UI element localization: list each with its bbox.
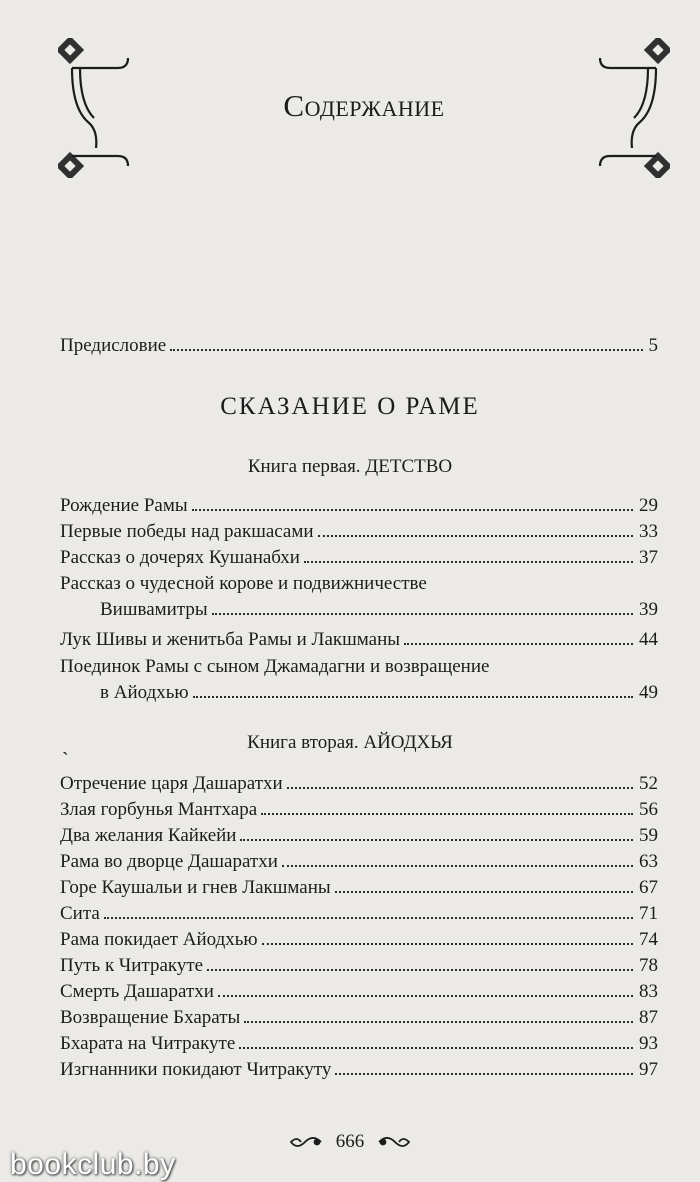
- page-number: 666: [335, 1130, 365, 1152]
- toc-entry-page: 49: [639, 682, 658, 703]
- toc-entry-page: 78: [639, 955, 658, 976]
- leader-dots: [335, 891, 633, 893]
- leader-dots: [287, 787, 633, 789]
- toc-entry-page: 83: [639, 981, 658, 1002]
- toc-entry[interactable]: [60, 928, 658, 952]
- toc-entry[interactable]: [60, 1006, 658, 1030]
- part-title: СКАЗАНИЕ О РАМЕ: [220, 393, 480, 420]
- leader-dots: [240, 839, 633, 841]
- toc-entry-label: Смерть Дашаратхи: [60, 981, 214, 1002]
- toc-entry-label-continued: в Айодхью: [100, 682, 189, 703]
- footer-ornament-right-icon: [377, 1132, 413, 1152]
- toc-entry-page: 5: [648, 335, 658, 356]
- leader-dots: [192, 509, 633, 511]
- toc-entry-preface[interactable]: [60, 334, 658, 358]
- toc-entry-label: Первые победы над ракшасами: [60, 521, 314, 542]
- header-frame: [58, 38, 670, 178]
- toc-entry-label: Возвращение Бхараты: [60, 1007, 241, 1028]
- toc-entry-label: Рама во дворце Дашаратхи: [60, 851, 278, 872]
- toc-entry-label: Горе Каушальи и гнев Лакшманы: [60, 877, 331, 898]
- toc-entry[interactable]: [60, 772, 658, 796]
- toc-entry-page: 52: [639, 773, 658, 794]
- toc-entry[interactable]: [60, 954, 658, 978]
- leader-dots: [335, 1073, 633, 1075]
- footer-ornament-left-icon: [287, 1132, 323, 1152]
- toc-entry-label: Рама покидает Айодхью: [60, 929, 258, 950]
- toc-entry-page: 74: [639, 929, 658, 950]
- toc-entry-page: 67: [639, 877, 658, 898]
- toc-entry-page: 59: [639, 825, 658, 846]
- toc-entry-label: Лук Шивы и женитьба Рамы и Лакшманы: [60, 629, 400, 650]
- leader-dots: [262, 943, 633, 945]
- toc-entry[interactable]: [60, 494, 658, 518]
- toc-entry[interactable]: [60, 798, 658, 822]
- toc-entry-page: 71: [639, 903, 658, 924]
- toc-entry-label-continued: Вишвамитры: [100, 599, 208, 620]
- book-title-2: Книга вторая. АЙОДХЬЯ: [247, 732, 453, 753]
- leader-dots: [212, 613, 633, 615]
- toc-entry[interactable]: [60, 850, 658, 874]
- toc-entry-page: 37: [639, 547, 658, 568]
- corner-ornament-right-icon: [582, 38, 670, 178]
- toc-entry-page: 56: [639, 799, 658, 820]
- leader-dots: [170, 349, 642, 351]
- toc-entry[interactable]: [60, 824, 658, 848]
- toc-entry-label: Сита: [60, 903, 100, 924]
- toc-entry-page: 93: [639, 1033, 658, 1054]
- leader-dots: [282, 865, 633, 867]
- toc-entry[interactable]: [60, 546, 658, 570]
- leader-dots: [318, 535, 633, 537]
- leader-dots: [261, 813, 633, 815]
- watermark: bookclub.by: [10, 1148, 176, 1181]
- toc-entry-label: Отречение царя Дашаратхи: [60, 773, 283, 794]
- toc-entry[interactable]: [60, 876, 658, 900]
- leader-dots: [193, 696, 633, 698]
- leader-dots: [218, 995, 633, 997]
- stray-mark: ˴: [62, 740, 69, 762]
- toc-entry-page: 63: [639, 851, 658, 872]
- toc-entry-page: 29: [639, 495, 658, 516]
- toc-entry-page: 97: [639, 1059, 658, 1080]
- toc-entry[interactable]: [60, 520, 658, 544]
- toc-entry[interactable]: [100, 598, 658, 622]
- leader-dots: [104, 917, 633, 919]
- toc-entry-label: Рассказ о дочерях Кушанабхи: [60, 547, 300, 568]
- leader-dots: [304, 561, 633, 563]
- toc-entry-label: Рождение Рамы: [60, 495, 188, 516]
- leader-dots: [207, 969, 633, 971]
- toc-entry-page: 33: [639, 521, 658, 542]
- toc-entry-label: Предисловие: [60, 335, 167, 356]
- leader-dots: [244, 1021, 633, 1023]
- toc-entry-page: 39: [639, 599, 658, 620]
- toc-entry-label: Путь к Читракуте: [60, 955, 204, 976]
- toc-entry-label: Изгнанники покидают Читракуту: [60, 1059, 332, 1080]
- toc-entry[interactable]: [100, 681, 658, 705]
- toc-entry-page: 87: [639, 1007, 658, 1028]
- leader-dots: [239, 1047, 633, 1049]
- toc-entry[interactable]: [60, 902, 658, 926]
- toc-entry-label: Бхарата на Читракуте: [60, 1033, 236, 1054]
- toc-entry[interactable]: [60, 628, 658, 652]
- toc-entry-label: Два желания Кайкейи: [60, 825, 237, 846]
- page-title: Содержание: [283, 88, 445, 123]
- toc-entry-label[interactable]: Рассказ о чудесной корове и подвижничестве: [60, 573, 427, 594]
- book-title-1: Книга первая. ДЕТСТВО: [247, 456, 453, 477]
- toc-entry[interactable]: [60, 1058, 658, 1082]
- toc-entry[interactable]: [60, 1032, 658, 1056]
- toc-entry-label[interactable]: Поединок Рамы с сыном Джамадагни и возвращение: [60, 656, 490, 677]
- toc-entry-label: Злая горбунья Мантхара: [60, 799, 258, 820]
- toc-entry[interactable]: [60, 980, 658, 1004]
- leader-dots: [404, 643, 633, 645]
- toc-entry-page: 44: [639, 629, 658, 650]
